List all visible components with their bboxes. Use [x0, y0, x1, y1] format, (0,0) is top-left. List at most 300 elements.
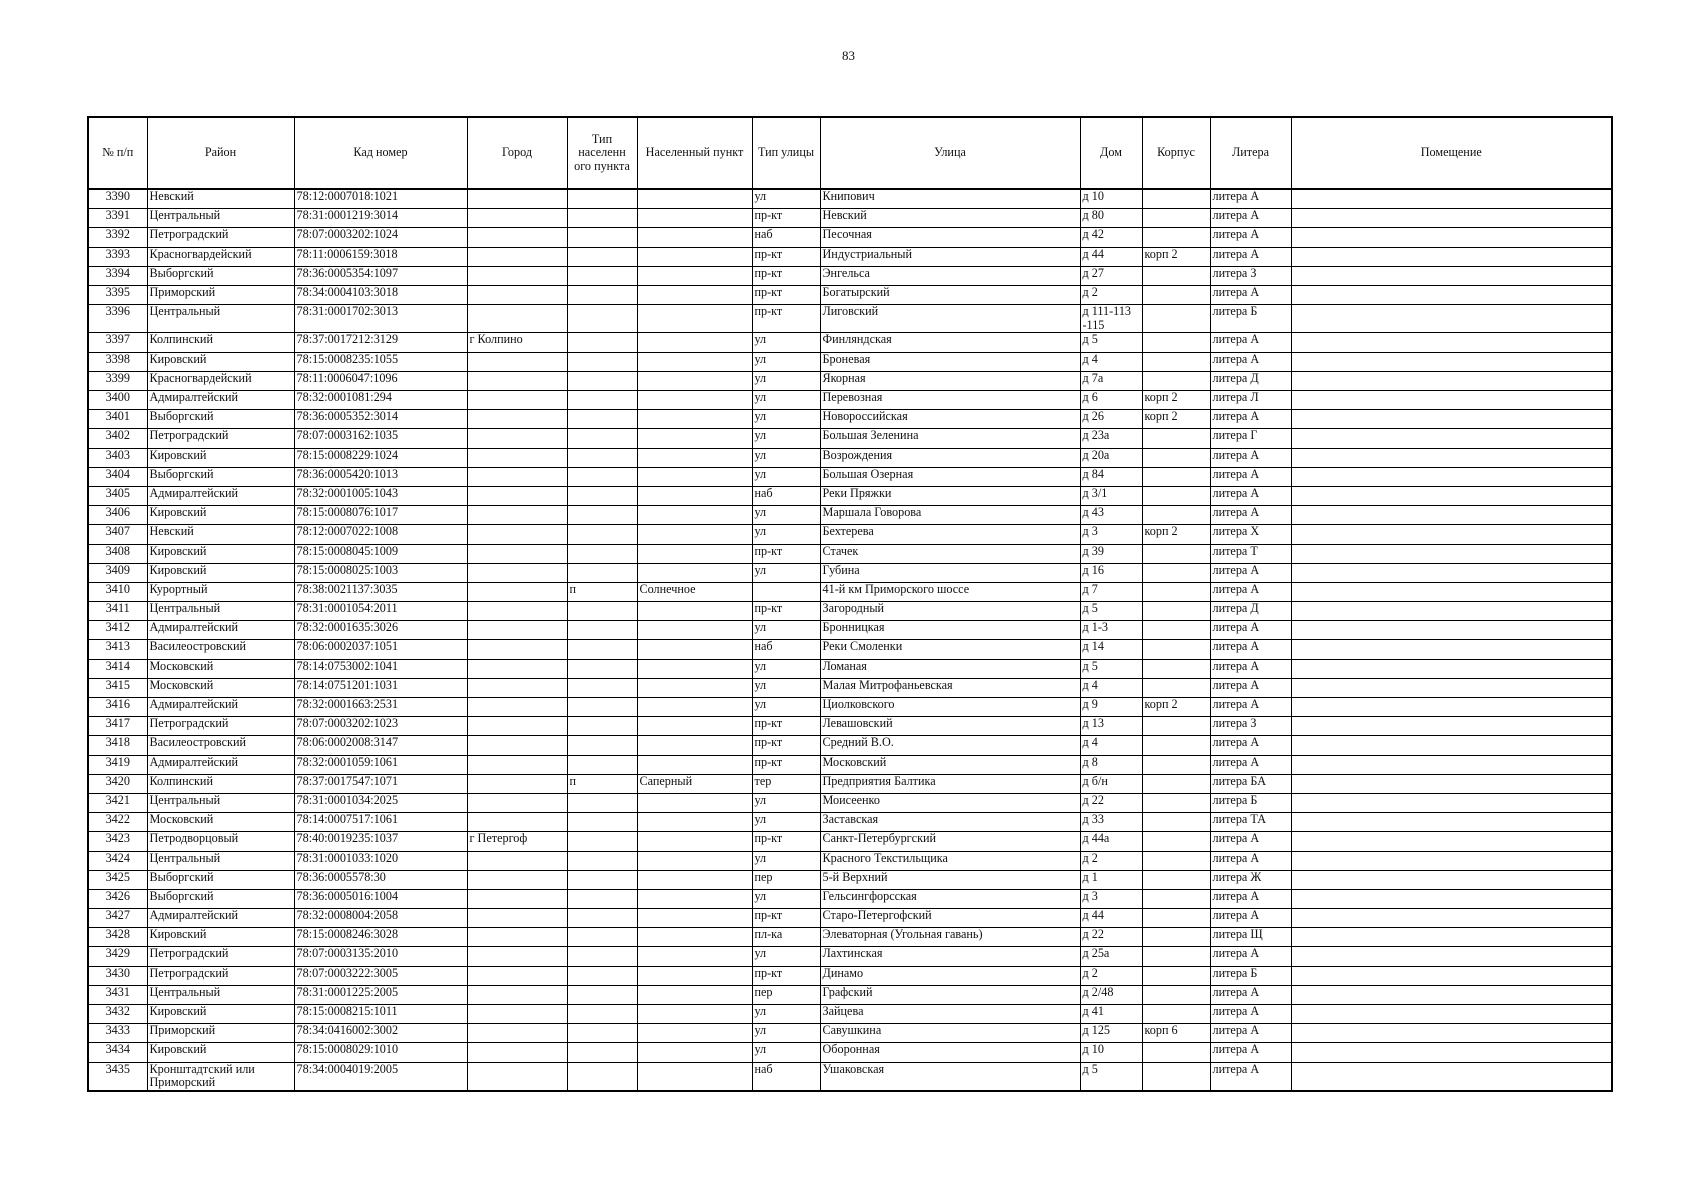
cell-settlement	[637, 889, 752, 908]
cell-number: 3410	[88, 582, 147, 601]
cell-premises	[1291, 410, 1612, 429]
cell-settlement	[637, 793, 752, 812]
cell-street-type: тер	[752, 774, 820, 793]
cell-settlement-type	[567, 467, 637, 486]
cell-city	[467, 486, 567, 505]
cell-number: 3405	[88, 486, 147, 505]
table-row	[88, 448, 1612, 467]
cell-cadastral-number: 78:36:0005420:1013	[294, 467, 467, 486]
cell-number: 3412	[88, 621, 147, 640]
cell-street: Новороссийская	[820, 410, 1080, 429]
cell-letter: литера А	[1210, 736, 1291, 755]
cell-settlement-type	[567, 266, 637, 285]
cell-house: д 8	[1080, 755, 1142, 774]
cell-settlement-type	[567, 506, 637, 525]
table-row	[88, 285, 1612, 304]
cell-street-type: ул	[752, 391, 820, 410]
cell-settlement	[637, 678, 752, 697]
cell-cadastral-number: 78:32:0001005:1043	[294, 486, 467, 505]
table-row	[88, 851, 1612, 870]
cell-city	[467, 429, 567, 448]
cell-building: корп 2	[1142, 410, 1210, 429]
cell-settlement	[637, 602, 752, 621]
cell-district: Адмиралтейский	[147, 486, 294, 505]
cell-settlement: Солнечное	[637, 582, 752, 601]
cell-house: д 3	[1080, 525, 1142, 544]
cell-letter: литера Д	[1210, 602, 1291, 621]
cell-settlement-type	[567, 832, 637, 851]
cell-settlement-type	[567, 793, 637, 812]
cell-street-type: ул	[752, 889, 820, 908]
cell-house: д 27	[1080, 266, 1142, 285]
table-row	[88, 736, 1612, 755]
cell-district: Адмиралтейский	[147, 698, 294, 717]
cell-city	[467, 266, 567, 285]
cell-premises	[1291, 1005, 1612, 1024]
property-register-table	[87, 116, 1613, 1092]
table-row	[88, 410, 1612, 429]
table-row	[88, 582, 1612, 601]
cell-house: д 2	[1080, 285, 1142, 304]
cell-building	[1142, 678, 1210, 697]
cell-street-type: пр-кт	[752, 909, 820, 928]
cell-district: Кировский	[147, 563, 294, 582]
cell-house: д 39	[1080, 544, 1142, 563]
table-row	[88, 678, 1612, 697]
cell-premises	[1291, 333, 1612, 352]
cell-street: Стачек	[820, 544, 1080, 563]
cell-premises	[1291, 928, 1612, 947]
cell-settlement	[637, 928, 752, 947]
cell-cadastral-number: 78:37:0017212:3129	[294, 333, 467, 352]
cell-street-type: пр-кт	[752, 266, 820, 285]
cell-street: Малая Митрофаньевская	[820, 678, 1080, 697]
cell-city	[467, 448, 567, 467]
cell-city	[467, 544, 567, 563]
table-row	[88, 1024, 1612, 1043]
cell-cadastral-number: 78:15:0008045:1009	[294, 544, 467, 563]
cell-premises	[1291, 870, 1612, 889]
cell-letter: литера А	[1210, 678, 1291, 697]
table-row	[88, 563, 1612, 582]
cell-house: д 16	[1080, 563, 1142, 582]
cell-premises	[1291, 525, 1612, 544]
cell-premises	[1291, 832, 1612, 851]
cell-street-type: ул	[752, 947, 820, 966]
cell-premises	[1291, 947, 1612, 966]
table-row	[88, 247, 1612, 266]
cell-number: 3417	[88, 717, 147, 736]
cell-number: 3392	[88, 228, 147, 247]
cell-cadastral-number: 78:14:0007517:1061	[294, 813, 467, 832]
cell-house: д 43	[1080, 506, 1142, 525]
table-row	[88, 832, 1612, 851]
cell-building	[1142, 928, 1210, 947]
cell-cadastral-number: 78:07:0003162:1035	[294, 429, 467, 448]
cell-premises	[1291, 228, 1612, 247]
column-header-street-type: Тип улицы	[752, 117, 820, 189]
cell-cadastral-number: 78:31:0001034:2025	[294, 793, 467, 812]
cell-house: д 33	[1080, 813, 1142, 832]
cell-premises	[1291, 506, 1612, 525]
cell-cadastral-number: 78:07:0003202:1023	[294, 717, 467, 736]
cell-city	[467, 909, 567, 928]
cell-district: Адмиралтейский	[147, 909, 294, 928]
cell-street-type: пр-кт	[752, 544, 820, 563]
cell-cadastral-number: 78:40:0019235:1037	[294, 832, 467, 851]
cell-street: Бехтерева	[820, 525, 1080, 544]
cell-street: Энгельса	[820, 266, 1080, 285]
cell-number: 3398	[88, 352, 147, 371]
cell-settlement	[637, 947, 752, 966]
cell-street: Губина	[820, 563, 1080, 582]
cell-premises	[1291, 352, 1612, 371]
cell-letter: литера Т	[1210, 544, 1291, 563]
cell-building	[1142, 602, 1210, 621]
cell-settlement	[637, 228, 752, 247]
cell-street: Реки Пряжки	[820, 486, 1080, 505]
cell-letter: литера А	[1210, 228, 1291, 247]
cell-building	[1142, 985, 1210, 1004]
cell-street: Динамо	[820, 966, 1080, 985]
cell-street: Заставская	[820, 813, 1080, 832]
cell-settlement-type	[567, 659, 637, 678]
cell-street-type: ул	[752, 793, 820, 812]
cell-street-type: пр-кт	[752, 832, 820, 851]
cell-district: Колпинский	[147, 774, 294, 793]
cell-letter: литера А	[1210, 189, 1291, 209]
column-header-settlement: Населенный пункт	[637, 117, 752, 189]
cell-premises	[1291, 813, 1612, 832]
cell-city	[467, 247, 567, 266]
cell-settlement-type	[567, 1062, 637, 1091]
cell-street-type: ул	[752, 1024, 820, 1043]
cell-city	[467, 410, 567, 429]
cell-house: д 23а	[1080, 429, 1142, 448]
cell-settlement-type	[567, 228, 637, 247]
cell-house: д 80	[1080, 209, 1142, 228]
cell-settlement-type	[567, 698, 637, 717]
cell-building	[1142, 1043, 1210, 1062]
cell-settlement-type	[567, 755, 637, 774]
cell-street: Красного Текстильщика	[820, 851, 1080, 870]
cell-settlement	[637, 832, 752, 851]
table-row	[88, 774, 1612, 793]
cell-premises	[1291, 909, 1612, 928]
table-row	[88, 621, 1612, 640]
cell-street: Большая Озерная	[820, 467, 1080, 486]
cell-house: д 3/1	[1080, 486, 1142, 505]
cell-street: Бронницкая	[820, 621, 1080, 640]
cell-number: 3416	[88, 698, 147, 717]
cell-building	[1142, 352, 1210, 371]
cell-city	[467, 467, 567, 486]
cell-house: д 44	[1080, 247, 1142, 266]
cell-house: д 44	[1080, 909, 1142, 928]
cell-city	[467, 621, 567, 640]
cell-street-type: наб	[752, 486, 820, 505]
cell-house: д б/н	[1080, 774, 1142, 793]
cell-cadastral-number: 78:34:0416002:3002	[294, 1024, 467, 1043]
cell-number: 3407	[88, 525, 147, 544]
cell-letter: литера А	[1210, 582, 1291, 601]
cell-settlement	[637, 717, 752, 736]
cell-cadastral-number: 78:15:0008029:1010	[294, 1043, 467, 1062]
cell-premises	[1291, 889, 1612, 908]
cell-number: 3428	[88, 928, 147, 947]
cell-district: Невский	[147, 189, 294, 209]
cell-building	[1142, 1005, 1210, 1024]
cell-street: Предприятия Балтика	[820, 774, 1080, 793]
cell-letter: литера З	[1210, 717, 1291, 736]
cell-letter: литера А	[1210, 909, 1291, 928]
cell-city: г Колпино	[467, 333, 567, 352]
cell-letter: литера ТА	[1210, 813, 1291, 832]
cell-premises	[1291, 774, 1612, 793]
cell-settlement	[637, 391, 752, 410]
cell-district: Петроградский	[147, 429, 294, 448]
cell-city	[467, 640, 567, 659]
cell-cadastral-number: 78:36:0005578:30	[294, 870, 467, 889]
cell-city	[467, 506, 567, 525]
table-row	[88, 966, 1612, 985]
cell-settlement	[637, 525, 752, 544]
cell-street-type: ул	[752, 467, 820, 486]
cell-building	[1142, 755, 1210, 774]
table-row	[88, 506, 1612, 525]
cell-street-type: пр-кт	[752, 717, 820, 736]
cell-settlement-type	[567, 813, 637, 832]
cell-cadastral-number: 78:36:0005352:3014	[294, 410, 467, 429]
cell-number: 3394	[88, 266, 147, 285]
cell-building	[1142, 582, 1210, 601]
cell-premises	[1291, 371, 1612, 390]
cell-settlement	[637, 467, 752, 486]
cell-district: Выборгский	[147, 870, 294, 889]
table-row	[88, 813, 1612, 832]
cell-settlement	[637, 305, 752, 333]
cell-settlement-type	[567, 678, 637, 697]
cell-district: Выборгский	[147, 410, 294, 429]
cell-letter: литера Щ	[1210, 928, 1291, 947]
cell-street: Средний В.О.	[820, 736, 1080, 755]
table-row	[88, 717, 1612, 736]
cell-settlement	[637, 1062, 752, 1091]
cell-building	[1142, 1062, 1210, 1091]
cell-settlement-type	[567, 544, 637, 563]
cell-city	[467, 774, 567, 793]
cell-settlement-type	[567, 247, 637, 266]
cell-house: д 4	[1080, 736, 1142, 755]
cell-house: д 7а	[1080, 371, 1142, 390]
column-header-building: Корпус	[1142, 117, 1210, 189]
cell-street-type: ул	[752, 410, 820, 429]
table-body	[88, 189, 1612, 1091]
cell-letter: литера З	[1210, 266, 1291, 285]
cell-building	[1142, 429, 1210, 448]
cell-district: Курортный	[147, 582, 294, 601]
cell-premises	[1291, 486, 1612, 505]
cell-letter: литера А	[1210, 247, 1291, 266]
cell-building: корп 2	[1142, 391, 1210, 410]
cell-cadastral-number: 78:15:0008246:3028	[294, 928, 467, 947]
cell-city	[467, 391, 567, 410]
table-header-row	[88, 117, 1612, 189]
cell-house: д 5	[1080, 333, 1142, 352]
cell-building: корп 2	[1142, 698, 1210, 717]
cell-house: д 14	[1080, 640, 1142, 659]
cell-cadastral-number: 78:07:0003222:3005	[294, 966, 467, 985]
cell-letter: литера А	[1210, 755, 1291, 774]
cell-cadastral-number: 78:37:0017547:1071	[294, 774, 467, 793]
cell-building	[1142, 966, 1210, 985]
table-row	[88, 266, 1612, 285]
cell-district: Кировский	[147, 1043, 294, 1062]
cell-district: Адмиралтейский	[147, 391, 294, 410]
cell-building	[1142, 832, 1210, 851]
cell-settlement-type	[567, 410, 637, 429]
table-row	[88, 1062, 1612, 1091]
cell-letter: литера А	[1210, 1062, 1291, 1091]
cell-settlement	[637, 209, 752, 228]
cell-district: Московский	[147, 813, 294, 832]
cell-street-type: ул	[752, 698, 820, 717]
cell-number: 3433	[88, 1024, 147, 1043]
cell-settlement	[637, 486, 752, 505]
cell-city	[467, 1024, 567, 1043]
cell-settlement	[637, 870, 752, 889]
cell-street-type: пр-кт	[752, 755, 820, 774]
cell-settlement-type	[567, 391, 637, 410]
cell-letter: литера Ж	[1210, 870, 1291, 889]
cell-premises	[1291, 448, 1612, 467]
cell-settlement-type	[567, 1005, 637, 1024]
cell-cadastral-number: 78:14:0751201:1031	[294, 678, 467, 697]
cell-settlement: Саперный	[637, 774, 752, 793]
table-row	[88, 467, 1612, 486]
cell-number: 3399	[88, 371, 147, 390]
cell-district: Центральный	[147, 209, 294, 228]
cell-district: Выборгский	[147, 889, 294, 908]
cell-house: д 125	[1080, 1024, 1142, 1043]
cell-street: Возрождения	[820, 448, 1080, 467]
cell-street-type: ул	[752, 371, 820, 390]
cell-street-type: ул	[752, 189, 820, 209]
cell-premises	[1291, 985, 1612, 1004]
cell-premises	[1291, 1062, 1612, 1091]
cell-letter: литера А	[1210, 563, 1291, 582]
cell-house: д 2/48	[1080, 985, 1142, 1004]
cell-building	[1142, 813, 1210, 832]
cell-letter: литера А	[1210, 889, 1291, 908]
cell-house: д 84	[1080, 467, 1142, 486]
cell-building	[1142, 189, 1210, 209]
cell-letter: литера Д	[1210, 371, 1291, 390]
cell-number: 3420	[88, 774, 147, 793]
table-row	[88, 1043, 1612, 1062]
cell-premises	[1291, 717, 1612, 736]
cell-letter: литера Б	[1210, 305, 1291, 333]
cell-city	[467, 209, 567, 228]
cell-district: Кировский	[147, 448, 294, 467]
cell-settlement	[637, 371, 752, 390]
cell-settlement-type	[567, 448, 637, 467]
table-row	[88, 889, 1612, 908]
cell-district: Петроградский	[147, 966, 294, 985]
cell-premises	[1291, 467, 1612, 486]
cell-premises	[1291, 391, 1612, 410]
cell-settlement	[637, 429, 752, 448]
cell-settlement-type	[567, 909, 637, 928]
cell-street-type: ул	[752, 1043, 820, 1062]
cell-settlement-type: п	[567, 774, 637, 793]
table-row	[88, 928, 1612, 947]
cell-street: Элеваторная (Угольная гавань)	[820, 928, 1080, 947]
cell-cadastral-number: 78:32:0001635:3026	[294, 621, 467, 640]
cell-settlement-type	[567, 1043, 637, 1062]
cell-letter: литера А	[1210, 448, 1291, 467]
cell-house: д 22	[1080, 928, 1142, 947]
cell-premises	[1291, 247, 1612, 266]
cell-premises	[1291, 602, 1612, 621]
cell-number: 3415	[88, 678, 147, 697]
cell-number: 3414	[88, 659, 147, 678]
cell-district: Приморский	[147, 1024, 294, 1043]
cell-district: Невский	[147, 525, 294, 544]
cell-letter: литера Г	[1210, 429, 1291, 448]
cell-house: д 3	[1080, 889, 1142, 908]
cell-street: Финляндская	[820, 333, 1080, 352]
table-row	[88, 209, 1612, 228]
cell-building	[1142, 947, 1210, 966]
cell-house: д 44а	[1080, 832, 1142, 851]
cell-district: Петродворцовый	[147, 832, 294, 851]
cell-cadastral-number: 78:06:0002037:1051	[294, 640, 467, 659]
cell-street-type: ул	[752, 1005, 820, 1024]
table-row	[88, 640, 1612, 659]
cell-house: д 6	[1080, 391, 1142, 410]
cell-cadastral-number: 78:34:0004103:3018	[294, 285, 467, 304]
cell-street-type: ул	[752, 621, 820, 640]
cell-premises	[1291, 851, 1612, 870]
cell-city	[467, 563, 567, 582]
cell-settlement-type: п	[567, 582, 637, 601]
cell-street-type: ул	[752, 813, 820, 832]
cell-street-type: наб	[752, 640, 820, 659]
cell-letter: литера А	[1210, 621, 1291, 640]
cell-city	[467, 755, 567, 774]
cell-city	[467, 525, 567, 544]
cell-street: Зайцева	[820, 1005, 1080, 1024]
cell-building	[1142, 305, 1210, 333]
cell-cadastral-number: 78:31:0001702:3013	[294, 305, 467, 333]
cell-settlement-type	[567, 1024, 637, 1043]
cell-district: Красногвардейский	[147, 247, 294, 266]
cell-city	[467, 285, 567, 304]
cell-street: Загородный	[820, 602, 1080, 621]
cell-street-type: пер	[752, 985, 820, 1004]
cell-city	[467, 736, 567, 755]
cell-settlement-type	[567, 486, 637, 505]
cell-city	[467, 352, 567, 371]
cell-building	[1142, 870, 1210, 889]
cell-settlement-type	[567, 985, 637, 1004]
cell-cadastral-number: 78:12:0007018:1021	[294, 189, 467, 209]
cell-city	[467, 371, 567, 390]
cell-settlement-type	[567, 947, 637, 966]
cell-number: 3427	[88, 909, 147, 928]
cell-city	[467, 1062, 567, 1091]
